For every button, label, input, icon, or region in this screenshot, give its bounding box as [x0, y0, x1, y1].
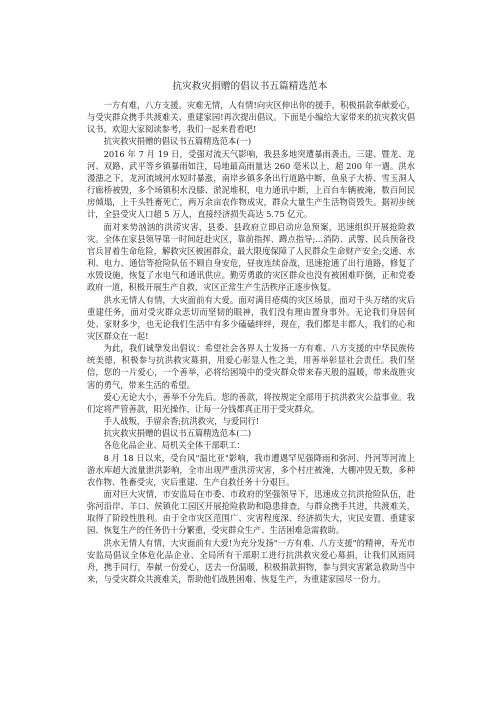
paragraph-disaster-report: 2016 年 7 月 19 日，受强对流天气影响，我县多地突遭暴雨袭击，三建、暨龙、龙河、双路、武平等乡镇暴雨如注，局地最高雨量达 260 毫米以上，超 200 年一遇。洪水漫漶之下，龙河流域河水短时暴涨，南岸乡镇多条出行道路中断，鱼泉子大桥、雪玉洞人行廊桥被毁，多个场镇积水没膝、淤泥堆积，电力通讯中断，上百台车辆被淹，数百间民房倾塌，上千头牲畜死亡，两万余亩农作物成灾，群众大量生产生活物资毁失。据初步统计，全县受灾人口超 5 万人，直接经济损失高达 5.75 亿元。: [87, 148, 415, 220]
paragraph-rescue-response: 面对来势汹汹的洪涝灾害，县委、县政府立即启动应急预案，迅速组织开展抢险救灾。全体在家县领导第一时间赶赴灾区，靠前指挥、蹲点指导;...消防、武警、民兵预备役官兵冒着生命危险，解救灾区被困群众，最大限度保障了人民群众生命财产安全;交通、水利、电力、通信等抢险队伍不顾自身安危，昼夜连续奋战，迅速抢通了出行道路，修复了水毁设施，恢复了水电气和通讯供应。勤劳勇敢的灾区群众也没有被困难吓倒，正和党委政府一道，积极开展生产自救，灾区正常生产生活秩序正逐步恢复。: [87, 221, 415, 293]
paragraph-salutation: 各危化品企业、局机关全体干部职工：: [103, 440, 245, 451]
paragraph-intro: 一方有难，八方支援。灾难无情，人有情!向灾区伸出你的援手，积极捐款奉献爱心，与受灾群众携手共渡难关、重建家园!再次提出倡议。下面是小编给大家带来的抗灾救灾倡议书，欢迎大家阅读参考，我们一起来看看吧!: [87, 100, 415, 135]
paragraph-bureau-response: 面对巨大灾情，市安监局在市委、市政府的坚强领导下，迅速成立抗洪抢险队伍，赴弥河沿岸、羊口、侯镇化工园区开展抢险救助和隐患排查，与群众携手共进，共渡难关，取得了阶段性胜利。由于全市灾区范围广、灾害程度深、经济损失大，灾民安置、重建家园、恢复生产的任务仍十分繁重，受灾群众生产、生活困难急需救助。: [87, 489, 415, 536]
page-title: 抗灾救灾捐赠的倡议书五篇精选范本: [172, 81, 328, 92]
paragraph-typhoon-report: 8 月 18 日以来，受台风"温比亚"影响，我市遭遇罕见强降雨和弥河、丹河等河流上游水库超大流量泄洪影响，全市出现严重洪涝灾害，多个村庄被淹，大棚冲毁无数，多种农作物、牲畜受灾，灾后重建、生产自救任务十分艰巨。: [87, 452, 415, 487]
paragraph-slogan: 手人战叛，手留余香;抗洪救灾，与爱同行!: [103, 416, 260, 427]
section-heading-2: 抗灾救灾捐赠的倡议书五篇精选范本(二): [103, 428, 252, 439]
paragraph-appeal: 为此，我们诚挚发出倡议：希望社会各界人士发扬一方有难、八方支援的中华民族传统美德，积极参与抗洪救灾募捐，用爱心彰显人性之美，用善举彰显社会责任。我们坚信，您的一片爱心，一个善举，必将给困境中的受灾群众带来春天般的温暖，带来战胜灾害的勇气，带来生活的希望。: [87, 343, 415, 390]
section-heading-1: 抗灾救灾捐赠的倡议书五篇精选范本(一): [103, 136, 252, 147]
document-body: [87, 99, 415, 585]
paragraph-call-to-donate: 洪水无情人有情，大灾面前有大爱!为充分发扬"一方有难、八方支援"的精神，寿光市安监局倡议全体危化品企业、全局所有干部职工进行抗洪救灾爱心募捐，让我们风雨同舟，携手同行，奉献一份爱心，送去一份温暖，积极捐款捐物，参与到灾害紧急救助当中来，与受灾群众共渡难关，帮助他们战胜困难、恢复生产，为重建家园尽一份力。: [87, 537, 415, 585]
paragraph-donation-use: 爱心无论大小，善举不分先后。您的善款，将按规定全部用于抗洪救灾公益事业。我们定将严管善款，阳光操作，让每一分钱都真正用于受灾群众。: [87, 391, 415, 414]
paragraph-solidarity: 洪水无情人有情，大灾面前有大爱。面对满目疮痍的灾区场景，面对千头万绪的灾后重建任务，面对受灾群众悲切而坚韧的眼神，我们没有理由置身事外。无论我们身居何处、家财多少，也无论我们生活中有多少磕磕绊绊，现在，我们都是丰都人，我们的心和灾区群众在一起!: [87, 294, 415, 341]
